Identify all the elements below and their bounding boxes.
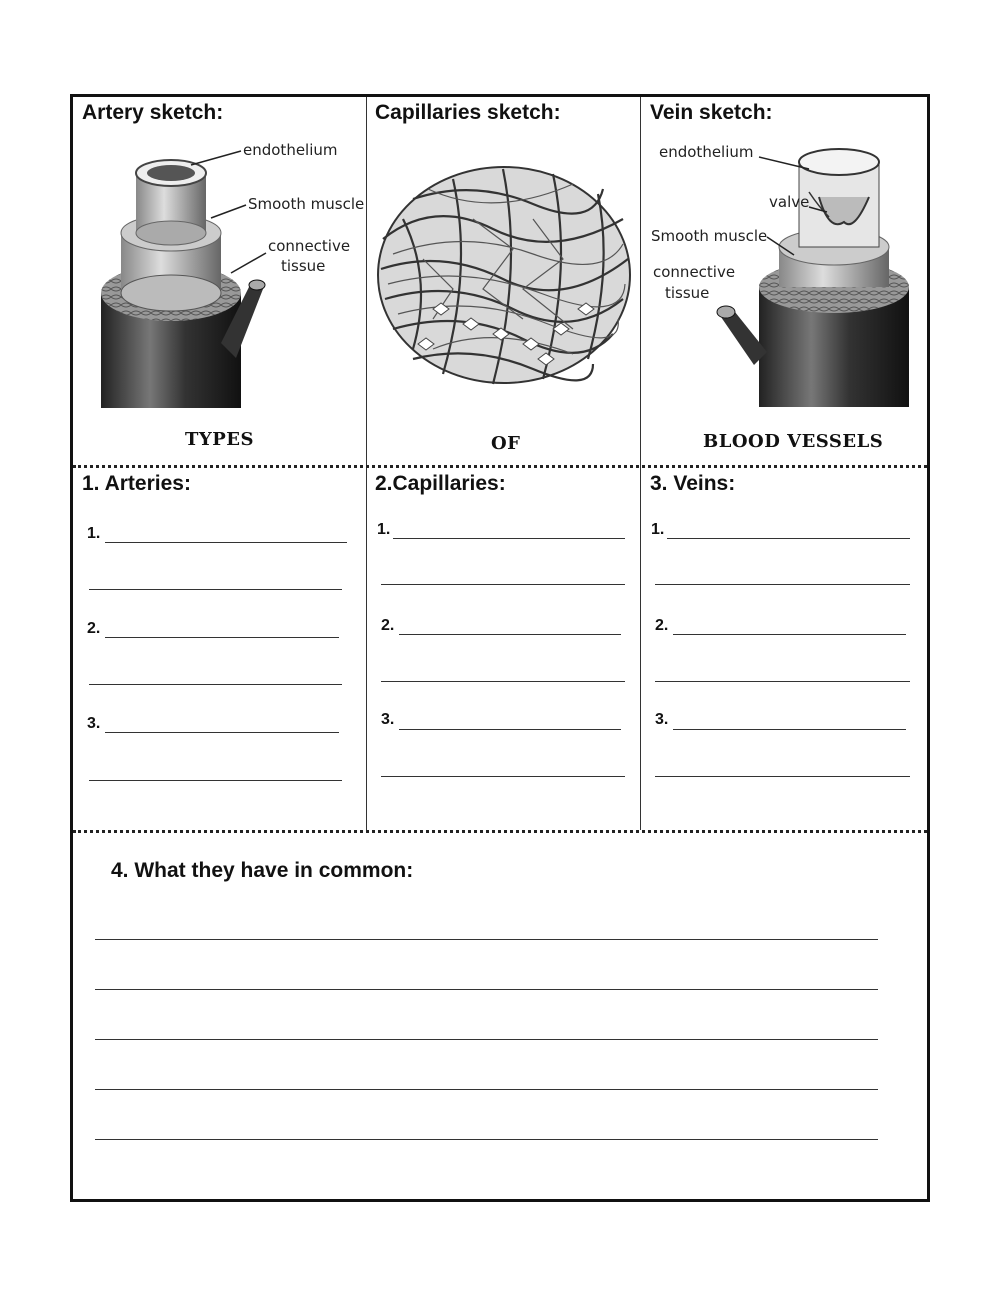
capillaries-answer-line-2b[interactable] <box>381 681 625 682</box>
capillary-network-icon <box>373 159 635 391</box>
vein-sketch-heading: Vein sketch: <box>650 101 773 124</box>
vein-label-valve: valve <box>769 193 810 211</box>
veins-answer-line-3a[interactable] <box>673 729 906 730</box>
veins-answer-line-3b[interactable] <box>655 776 910 777</box>
vein-label-connective: connective <box>653 263 736 281</box>
arteries-answer-line-1b[interactable] <box>89 589 342 590</box>
arteries-item-1: 1. <box>87 525 101 542</box>
arteries-answer-line-2b[interactable] <box>89 684 342 685</box>
vein-label-endothelium: endothelium <box>659 143 754 161</box>
arteries-answer-line-3b[interactable] <box>89 780 342 781</box>
banner-types: TYPES <box>185 429 254 450</box>
veins-answer-line-1b[interactable] <box>655 584 910 585</box>
capillaries-item-2: 2. <box>381 617 395 634</box>
artery-cross-section-icon <box>91 133 365 413</box>
common-answer-line-2[interactable] <box>95 989 878 990</box>
arteries-answer-line-3a[interactable] <box>105 732 339 733</box>
capillaries-item-3: 3. <box>381 711 395 728</box>
veins-answer-line-1a[interactable] <box>667 538 910 539</box>
veins-answer-line-2b[interactable] <box>655 681 910 682</box>
column-divider-1 <box>366 97 367 830</box>
capillaries-answer-line-2a[interactable] <box>399 634 621 635</box>
common-answer-line-3[interactable] <box>95 1039 878 1040</box>
vein-label-tissue: tissue <box>665 284 710 302</box>
worksheet <box>70 94 930 1202</box>
arteries-answer-line-1a[interactable] <box>105 542 347 543</box>
veins-item-3: 3. <box>655 711 669 728</box>
capillaries-answer-line-1b[interactable] <box>381 584 625 585</box>
artery-label-smooth-muscle: Smooth muscle <box>248 195 365 213</box>
capillaries-answer-line-3a[interactable] <box>399 729 621 730</box>
veins-heading: 3. Veins: <box>650 472 736 495</box>
arteries-item-2: 2. <box>87 620 101 637</box>
capillaries-item-1: 1. <box>377 521 391 538</box>
capillaries-answer-line-3b[interactable] <box>381 776 625 777</box>
capillaries-heading: 2.Capillaries: <box>375 472 506 495</box>
arteries-answer-line-2a[interactable] <box>105 637 339 638</box>
banner-of: OF <box>491 433 521 454</box>
banner-blood-vessels: BLOOD VESSELS <box>703 431 884 452</box>
capillaries-sketch-heading: Capillaries sketch: <box>375 101 561 124</box>
column-divider-2 <box>640 97 641 830</box>
common-answer-line-1[interactable] <box>95 939 878 940</box>
common-heading: 4. What they have in common: <box>111 859 414 882</box>
common-answer-line-5[interactable] <box>95 1139 878 1140</box>
arteries-item-3: 3. <box>87 715 101 732</box>
veins-item-1: 1. <box>651 521 665 538</box>
artery-label-endothelium: endothelium <box>243 141 338 159</box>
vein-cross-section-icon <box>649 137 931 417</box>
arteries-heading: 1. Arteries: <box>82 472 191 495</box>
capillaries-answer-line-1a[interactable] <box>393 538 625 539</box>
row-separator-2 <box>73 830 927 833</box>
veins-item-2: 2. <box>655 617 669 634</box>
row-separator-1 <box>73 465 927 468</box>
common-answer-line-4[interactable] <box>95 1089 878 1090</box>
artery-label-connective: connective <box>268 237 351 255</box>
vein-label-smooth-muscle: Smooth muscle <box>651 227 768 245</box>
artery-label-tissue: tissue <box>281 257 326 275</box>
artery-sketch-heading: Artery sketch: <box>82 101 224 124</box>
veins-answer-line-2a[interactable] <box>673 634 906 635</box>
